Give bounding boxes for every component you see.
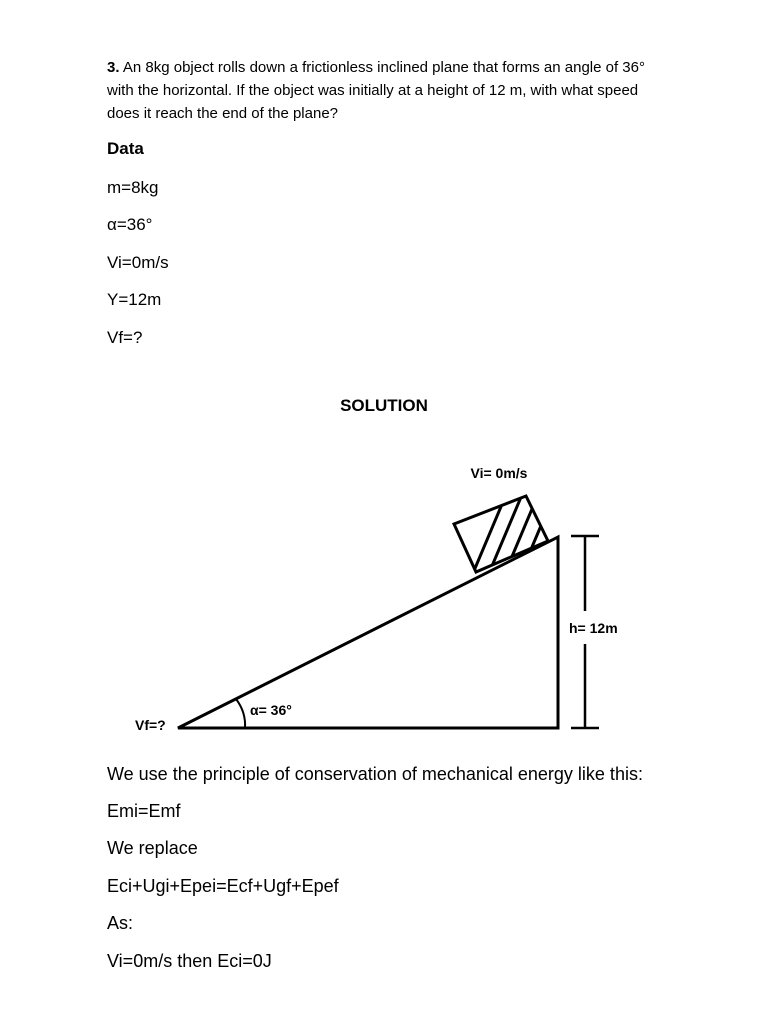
data-heading: Data bbox=[107, 139, 144, 158]
data-line-mass: m=8kg bbox=[107, 178, 159, 197]
explanation-line-as: As: bbox=[107, 913, 134, 933]
problem-number: 3. bbox=[107, 59, 120, 76]
data-line-height: Y=12m bbox=[107, 290, 162, 309]
angle-label: α= 36° bbox=[250, 702, 292, 718]
final-velocity-label: Vf=? bbox=[135, 717, 166, 733]
explanation-line-expanded: Eci+Ugi+Epei=Ecf+Ugf+Epef bbox=[107, 876, 339, 896]
incline-triangle bbox=[178, 537, 558, 728]
height-label: h= 12m bbox=[569, 620, 618, 636]
initial-velocity-label: Vi= 0m/s bbox=[470, 465, 528, 481]
incline-diagram bbox=[0, 440, 768, 750]
angle-arc bbox=[236, 699, 245, 728]
explanation-line-principle: We use the principle of conservation of mechanical energy like this: bbox=[107, 764, 643, 784]
data-line-angle: α=36° bbox=[107, 215, 153, 234]
data-line-final-velocity: Vf=? bbox=[107, 328, 143, 347]
data-line-initial-velocity: Vi=0m/s bbox=[107, 253, 169, 272]
solution-heading: SOLUTION bbox=[340, 396, 428, 415]
explanation-line-equation: Emi=Emf bbox=[107, 801, 181, 821]
explanation-line-kinetic-zero: Vi=0m/s then Eci=0J bbox=[107, 951, 272, 971]
block-shape bbox=[454, 490, 556, 585]
explanation-line-replace: We replace bbox=[107, 838, 198, 858]
problem-statement bbox=[107, 56, 667, 125]
problem-text: An 8kg object rolls down a frictionless inclined plane that forms an angle of 36° with the horizontal. If the object was initially at a height of 12 m, with what speed does it reach the end of the plane? bbox=[107, 59, 645, 122]
